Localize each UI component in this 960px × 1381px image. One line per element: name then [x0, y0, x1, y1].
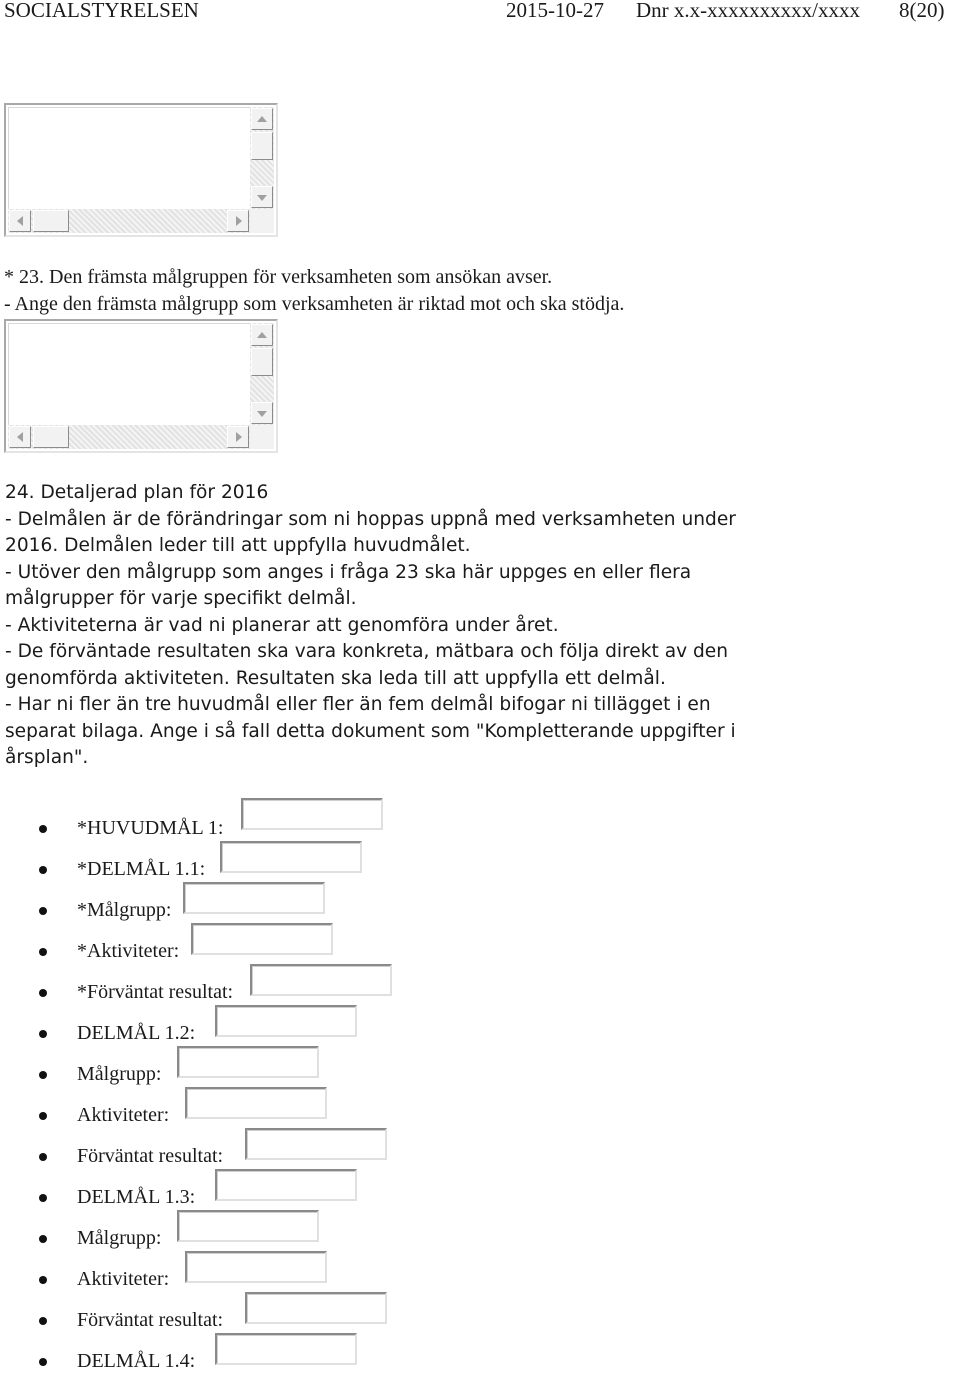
question-24-line: årsplan". [5, 747, 89, 768]
question-24-line: - Utöver den målgrupp som anges i fråga 23 ska här uppges en eller flera [5, 562, 692, 583]
scroll-right-button[interactable] [227, 426, 249, 448]
bullet-icon [39, 1194, 47, 1202]
horizontal-scrollbar[interactable] [8, 209, 250, 233]
field-label: DELMÅL 1.4: [77, 1350, 196, 1372]
field-label: *Aktiviteter: [77, 940, 180, 962]
vertical-scroll-thumb[interactable] [251, 132, 273, 160]
arrow-down-icon [257, 195, 267, 201]
arrow-down-icon [257, 411, 267, 417]
forvantat-resultat-1-3-input[interactable] [245, 1292, 387, 1324]
organization-name: SOCIALSTYRELSEN [4, 0, 199, 22]
answer-textarea-22[interactable] [4, 103, 278, 237]
bullet-icon [39, 1030, 47, 1038]
bullet-icon [39, 1235, 47, 1243]
scroll-up-button[interactable] [251, 324, 273, 346]
bullet-icon [39, 907, 47, 915]
horizontal-scrollbar[interactable] [8, 425, 250, 449]
malgrupp-1-2-input[interactable] [177, 1046, 319, 1078]
bullet-icon [39, 825, 47, 833]
field-label: *HUVUDMÅL 1: [77, 817, 224, 839]
delmal-1-2-input[interactable] [215, 1005, 357, 1037]
scrollbar-corner [250, 425, 274, 449]
field-label: Förväntat resultat: [77, 1309, 224, 1331]
field-label: Aktiviteter: [77, 1268, 170, 1290]
bullet-icon [39, 1112, 47, 1120]
field-label: *DELMÅL 1.1: [77, 858, 206, 880]
arrow-right-icon [236, 432, 242, 442]
bullet-icon [39, 1071, 47, 1079]
question-24-line: separat bilaga. Ange i så fall detta dokument som "Kompletterande uppgifter i [5, 721, 736, 742]
scroll-left-button[interactable] [9, 426, 31, 448]
arrow-left-icon [17, 432, 23, 442]
horizontal-scroll-thumb[interactable] [33, 210, 69, 232]
scrollbar-corner [250, 209, 274, 233]
huvudmal-1-input[interactable] [241, 798, 383, 830]
forvantat-resultat-1-1-input[interactable] [250, 964, 392, 996]
scroll-down-button[interactable] [251, 186, 273, 208]
question-24-line: 2016. Delmålen leder till att uppfylla huvudmålet. [5, 535, 471, 556]
field-label: Aktiviteter: [77, 1104, 170, 1126]
bullet-icon [39, 1317, 47, 1325]
question-24-line: genomförda aktiviteten. Resultaten ska leda till att uppfylla ett delmål. [5, 668, 666, 689]
bullet-icon [39, 1153, 47, 1161]
field-label: Målgrupp: [77, 1063, 162, 1085]
vertical-scroll-thumb[interactable] [251, 348, 273, 376]
arrow-up-icon [257, 116, 267, 122]
field-label: DELMÅL 1.2: [77, 1022, 196, 1044]
question-24-line: - Delmålen är de förändringar som ni hoppas uppnå med verksamheten under [5, 509, 736, 530]
bullet-icon [39, 948, 47, 956]
bullet-icon [39, 1276, 47, 1284]
field-label: Målgrupp: [77, 1227, 162, 1249]
vertical-scrollbar[interactable] [250, 323, 274, 425]
delmal-1-3-input[interactable] [215, 1169, 357, 1201]
field-label: *Målgrupp: [77, 899, 172, 921]
arrow-up-icon [257, 332, 267, 338]
aktiviteter-1-2-input[interactable] [185, 1087, 327, 1119]
question-24-line: - Aktiviteterna är vad ni planerar att genomföra under året. [5, 615, 559, 636]
arrow-right-icon [236, 216, 242, 226]
delmal-1-1-input[interactable] [220, 841, 362, 873]
horizontal-scroll-thumb[interactable] [33, 426, 69, 448]
answer-textarea-23[interactable] [4, 319, 278, 453]
malgrupp-1-3-input[interactable] [177, 1210, 319, 1242]
question-24-line: 24. Detaljerad plan för 2016 [5, 482, 269, 503]
field-label: DELMÅL 1.3: [77, 1186, 196, 1208]
bullet-icon [39, 1358, 47, 1366]
scroll-right-button[interactable] [227, 210, 249, 232]
field-label: Förväntat resultat: [77, 1145, 224, 1167]
question-23-title: * 23. Den främsta målgruppen för verksamheten som ansökan avser. [4, 266, 553, 288]
question-23-hint: - Ange den främsta målgrupp som verksamheten är riktad mot och ska stödja. [4, 293, 625, 315]
arrow-left-icon [17, 216, 23, 226]
aktiviteter-1-3-input[interactable] [185, 1251, 327, 1283]
bullet-icon [39, 989, 47, 997]
question-24-line: målgrupper för varje specifikt delmål. [5, 588, 357, 609]
document-date: 2015-10-27 [506, 0, 604, 22]
field-label: *Förväntat resultat: [77, 981, 234, 1003]
forvantat-resultat-1-2-input[interactable] [245, 1128, 387, 1160]
bullet-icon [39, 866, 47, 874]
question-24-line: - De förväntade resultaten ska vara konkreta, mätbara och följa direkt av den [5, 641, 729, 662]
scroll-left-button[interactable] [9, 210, 31, 232]
document-number: Dnr x.x-xxxxxxxxxx/xxxx [636, 0, 860, 22]
delmal-1-4-input[interactable] [215, 1333, 357, 1365]
malgrupp-1-1-input[interactable] [183, 882, 325, 914]
aktiviteter-1-1-input[interactable] [191, 923, 333, 955]
question-24-line: - Har ni fler än tre huvudmål eller fler än fem delmål bifogar ni tillägget i en [5, 694, 711, 715]
scroll-up-button[interactable] [251, 108, 273, 130]
page-number: 8(20) [899, 0, 945, 22]
vertical-scrollbar[interactable] [250, 107, 274, 209]
scroll-down-button[interactable] [251, 402, 273, 424]
